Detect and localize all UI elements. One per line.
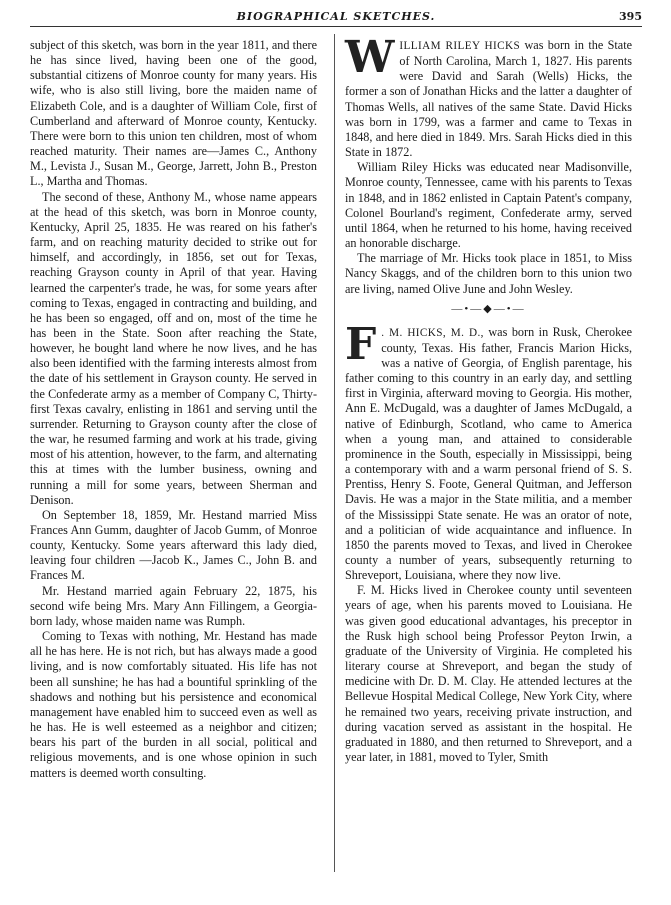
page-header [30,10,642,27]
drop-cap-letter: W [345,32,395,83]
sketch-opening-paragraph [345,32,632,160]
page-number: 395 [619,10,642,23]
paragraph-text: was born in the State of North Carolina, March 1, 1827. His parents were David and Sarah (Wells) Hicks, the former a son of Jonathan Hicks and the latter a daughter of Thomas Wells, all natives of the same State. David Hicks was born in 1799, was a farmer and came to Texas in 1848, and here died in 1849. Mrs. Sarah Hicks died in this State in 1872. [345,38,632,160]
paragraph: F. M. Hicks lived in Cherokee county until seventeen years of age, when his parents moved to Louisiana. He was given good educational advantages, his preceptor in the Rusk high school being Professor Peyton Irwin, a graduate of the University of Virginia. He completed his literary course at Shreveport, and began the study of medicine with Dr. D. M. Clay. He attended lectures at the Bellevue Hospital Medical College, New York City, where he remained two years, receiving private instruction, and during vacation served as assistant in the hospital. He graduated in 1880, and then returned to Shreveport, and a year later, in 1881, moved to Tyler, Smith [345,583,632,765]
subject-name: . M. HICKS, M. D., [381,326,484,339]
paragraph: William Riley Hicks was educated near Madisonville, Monroe county, Tennessee, came with his parents to Texas in 1848, and in 1862 enlisted in Captain Patent's company, Colonel Bourland's regiment, Confederate army, served until 1864, when he returned to his home, having received an honorable discharge. [345,160,632,251]
paragraph: The second of these, Anthony M., whose name appears at the head of this sketch, was born in Monroe county, Kentucky, April 25, 1835. He was reared on his father's farm, and on reaching maturity decided to strike out for himself, and accordingly, in 1856, set out for Texas, reaching Grayson county in April of that year. Having learned the carpenter's trade, he was, for some years after coming to Texas, engaged in contracting and building, and he has been so engaged, off and on, most of the time he has been in the State. Soon after reaching the State, however, he bought land where he now lives, and he has also been identified with the farming interests almost from the date of his settlement in Grayson county. He served in the Confederate army as a member of Company C, Thirty-first Texas cavalry, enlisting in 1861 and serving until the surrender. Returning to Grayson county after the close of the war, he resumed farming and work at his trade, giving most of his attention, however, to the farm, and alternating this at times with the lumber business, owning and running a mill for some years, between Sherman and Denison. [30,189,317,507]
paragraph-text: was born in Rusk, Cherokee county, Texas. His father, Francis Marion Hicks, was a native of Georgia, of English parentage, his father coming to this country in an early day, and settling first in Virginia, afterward moving to Georgia. His mother, Ann E. McDugald, was a daughter of James McDugald, a native of Edinburgh, Scotland, who came to America when a young man, and attained to considerable prominence in the South, especially in Mississippi, being a contemporary with and a warm personal friend of S. S. Prentiss, Henry S. Foote, General Quitman, and Jefferson Davis. He was a major in the State militia, and a member of the Mississippi State senate. He was an orator of note, and a politician of wide acquaintance and influence. In 1850 the parents moved to Texas, and lived in Cherokee county a number of years, subsequently returning to Shreveport, Louisiana, where they now live. [345,324,632,583]
right-column [345,32,632,765]
drop-cap-letter: F [345,318,377,370]
column-divider [334,34,335,872]
left-column [30,38,317,781]
paragraph: Mr. Hestand married again February 22, 1875, his second wife being Mrs. Mary Ann Fillingem, a Georgia-born lady, whose maiden name was Rumph. [30,583,317,628]
running-title: BIOGRAPHICAL SKETCHES. [236,10,436,23]
paragraph: Coming to Texas with nothing, Mr. Hestand has made all he has here. He is not rich, but has always made a good living, and is now comfortably situated. His life has not been all sunshine; he has had a bountiful sprinkling of the shadows and nothing but his persistence and economical management have enabled him to succeed even as well as he has. He is well esteemed as a neighbor and citizen; bears his part of the burden in all social, political and religious movements, and is one whose opinion in such matters is deemed worth consulting. [30,629,317,780]
section-ornament: —•—◆—•— [451,302,526,315]
paragraph: The marriage of Mr. Hicks took place in 1851, to Miss Nancy Skaggs, and of the children born to this union two are living, named Olive June and John Wesley. [345,251,632,296]
paragraph: subject of this sketch, was born in the year 1811, and there he has since lived, having been one of the good, substantial citizens of Monroe county for many years. His wife, who is also still living, bore the maiden name of Elizabeth Cole, and is a daughter of William Cole, first of Cumberland and afterward of Monroe county, Kentucky. There were born to this union ten children, most of whom reached maturity. Their names are—James C., Anthony M., Levista J., Susan M., George, Jarrett, John B., Preston L., Martha and Thomas. [30,38,317,189]
subject-name: ILLIAM RILEY HICKS [399,40,521,52]
paragraph: On September 18, 1859, Mr. Hestand married Miss Frances Ann Gumm, daughter of Jacob Gumm, of Monroe county, Kentucky. Some years afterward this lady died, leaving four children —Jacob K., James C., John B. and Frances M. [30,507,317,583]
sketch-opening-paragraph [345,318,632,584]
